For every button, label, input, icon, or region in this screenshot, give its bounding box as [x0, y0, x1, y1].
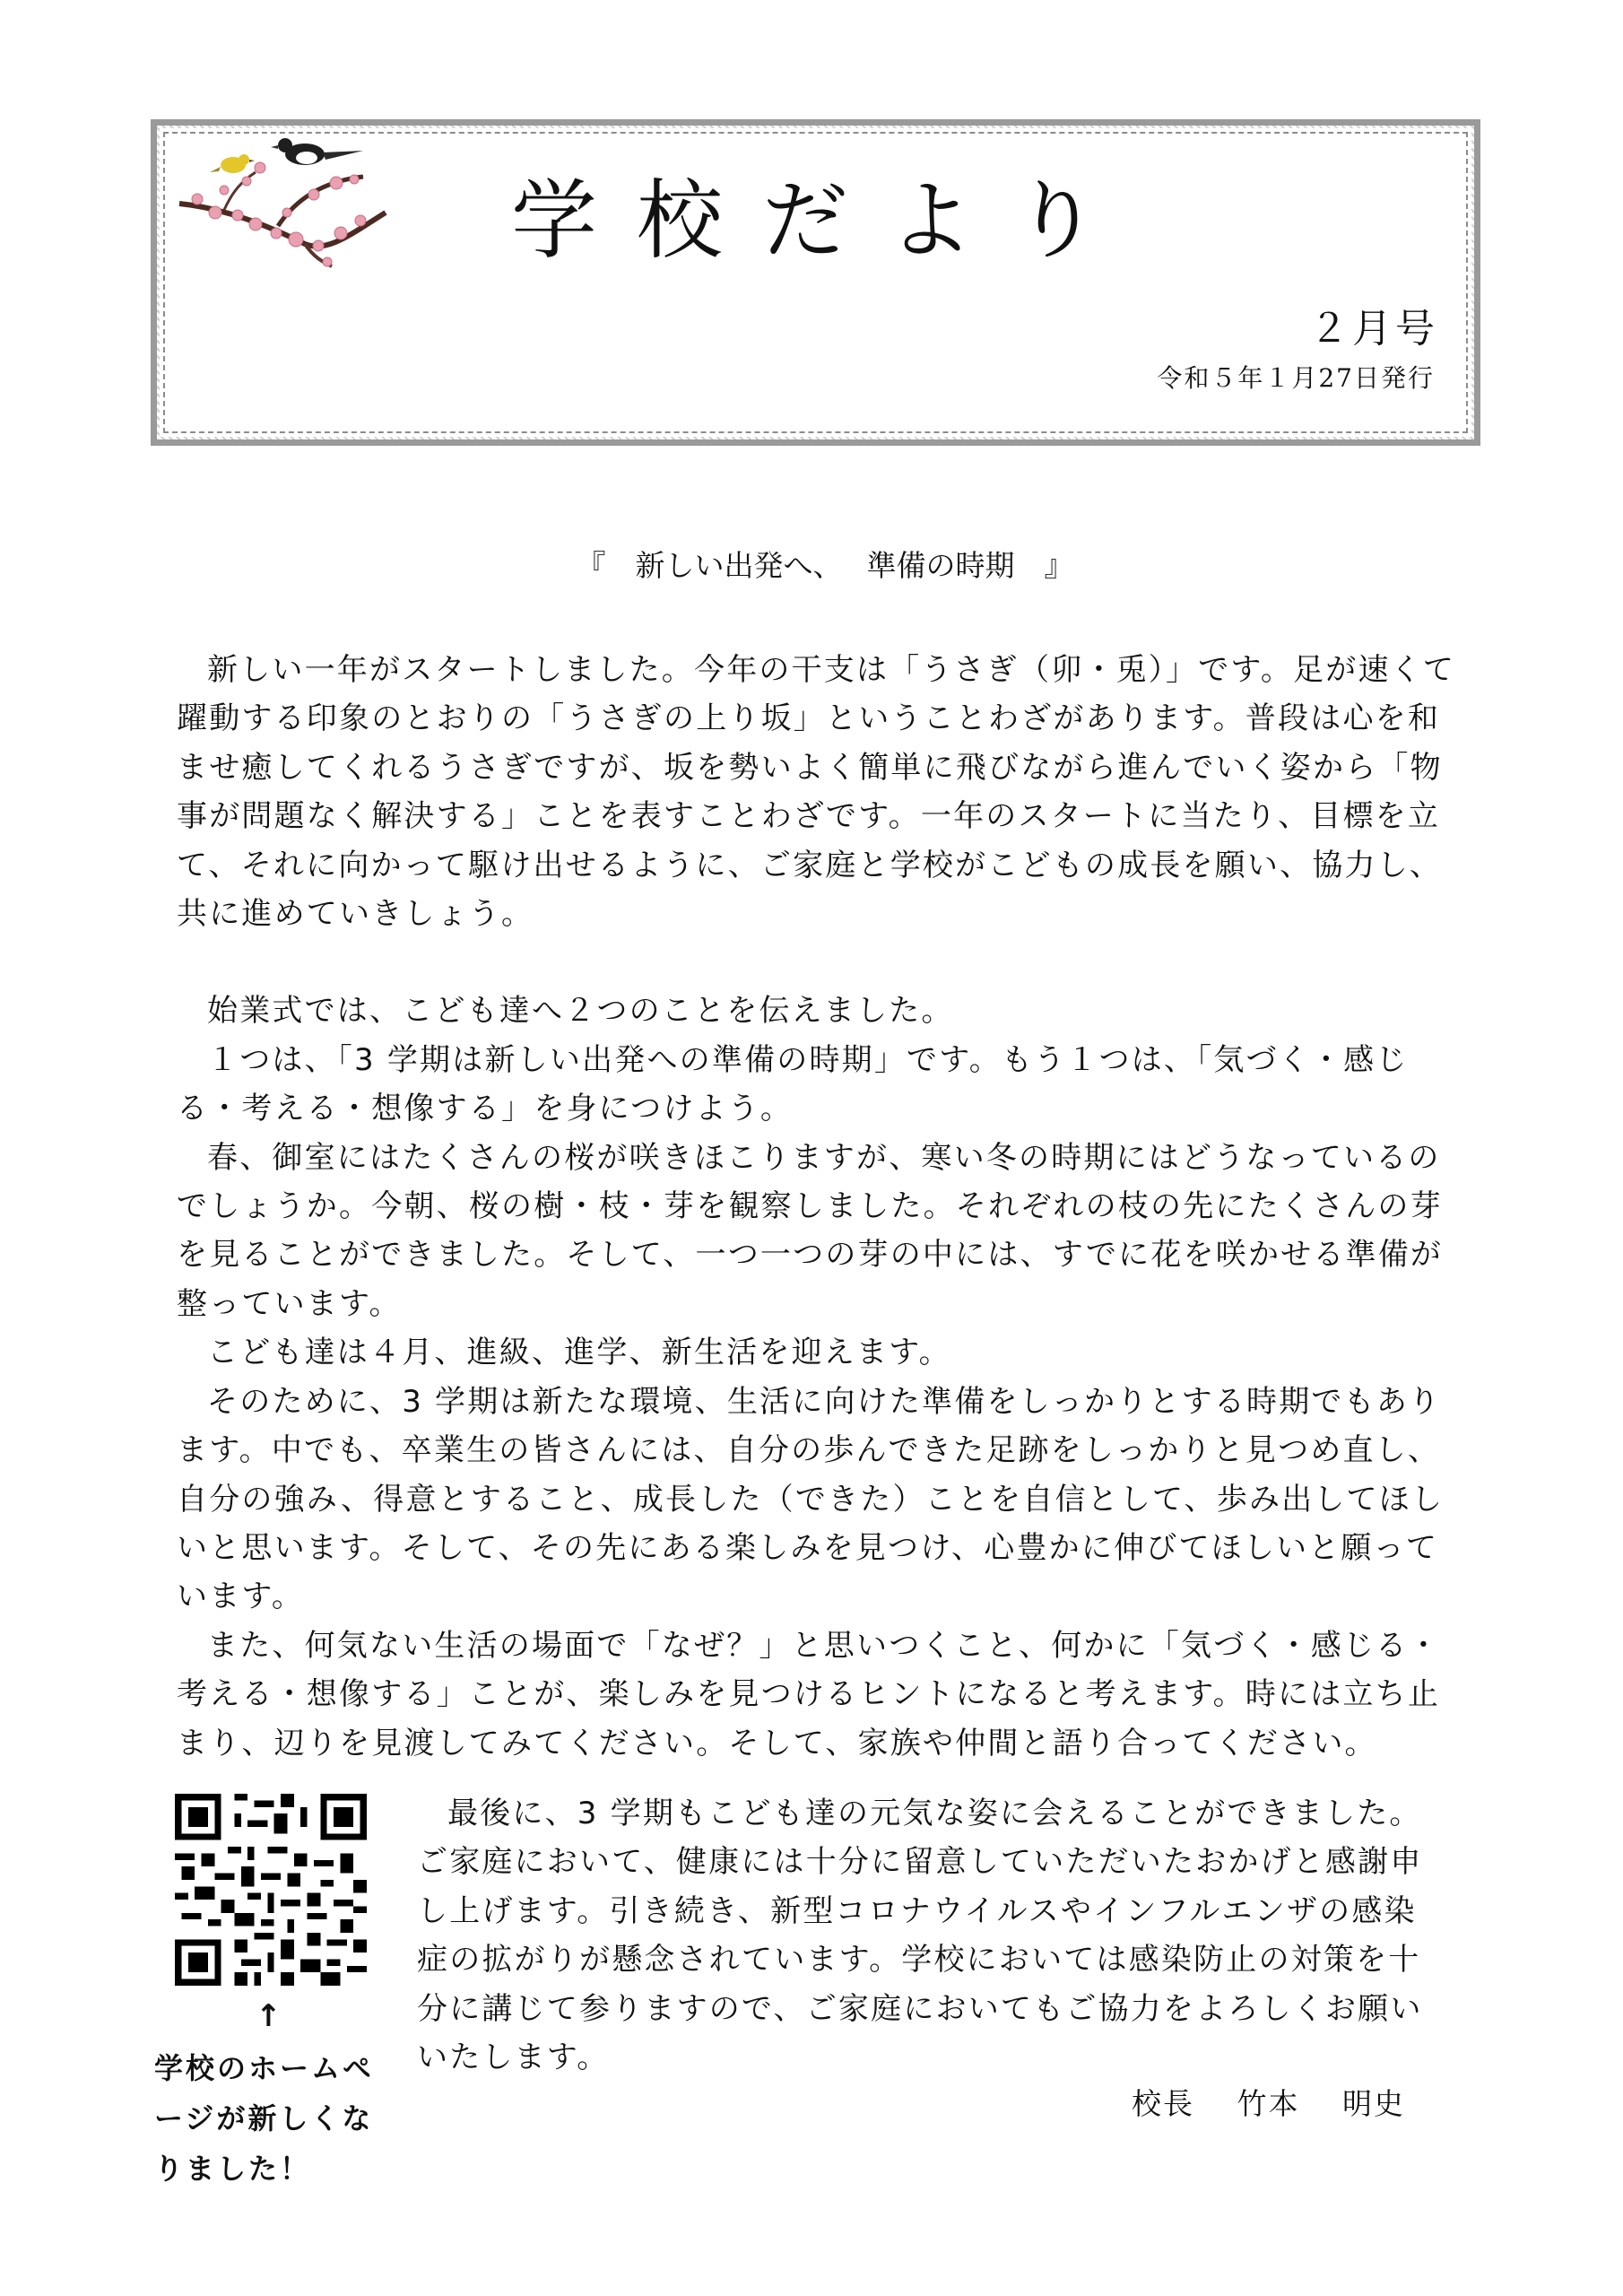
paragraph: そのために、3 学期は新たな環境、生活に向けた準備をしっかりとする時期でもあります。中でも、卒業生の皆さんには、自分の歩んできた足跡をしっかりと見つめ直し、自分の強み、得意とすること、成長した（できた）ことを自信として、歩み出してほしいと思います。そして、その先にある楽しみを見つけ、心豊かに伸びてほしいと願っています。: [177, 1383, 1445, 1615]
yellow-bird-icon: [210, 154, 255, 173]
paragraph: 最後に、3 学期もこども達の元気な姿に会えることができました。ご家庭において、健康には十分に留意していただいたおかげと感謝申し上げます。引き続き、新型コロナウイルスやインフルエンザの感染症の拡がりが懸念されています。学校においては感染防止の対策を十分に講じて参りますので、ご家庭においてもご協力をよろしくお願いいたします。: [417, 1796, 1423, 2076]
qr-caption: 学校のホームページが新しくなりました！: [154, 2051, 375, 2186]
plum-blossom-illustration: [170, 127, 395, 271]
principal-signature: 校長 竹本 明史: [1132, 2086, 1405, 2121]
article-heading: 『 新しい出発へ、 準備の時期 』: [576, 548, 1074, 583]
closing-message: [417, 1789, 1439, 2082]
newsletter-title: 学校だより: [511, 170, 1139, 271]
homepage-qr-code[interactable]: [175, 1794, 367, 1986]
paragraph: 始業式では、こども達へ２つのことを伝えました。: [207, 993, 954, 1030]
article-body: [177, 646, 1468, 1768]
paragraph: こども達は４月、進級、進学、新生活を迎えます。: [207, 1335, 951, 1371]
paragraph: また、何気ない生活の場面で「なぜ？」と思いつくこと、何かに「気づく・感じる・考える・想像する」ことが、楽しみを見つけるヒントになると考えます。時には立ち止まり、辺りを見渡してみてください。そして、家族や仲間と語り合ってください。: [177, 1627, 1441, 1761]
paragraph: １つは、「3 学期は新しい出発への準備の時期」です。もう１つは、「気づく・感じる・考える・想像する」を身につけよう。: [177, 1041, 1409, 1127]
arrow-up-icon: ↑: [256, 1998, 282, 2034]
paragraph: 春、御室にはたくさんの桜が咲きほこりますが、寒い冬の時期にはどうなっているのでしょうか。今朝、桜の樹・枝・芽を観察しました。それぞれの枝の先にたくさんの芽を見ることができました。そして、一つ一つの芽の中には、すでに花を咲かせる準備が整っています。: [177, 1139, 1444, 1322]
paragraph: 新しい一年がスタートしました。今年の干支は「うさぎ（卯・兎）」です。足が速くて躍動する印象のとおりの「うさぎの上り坂」ということわざがあります。普段は心を和ませ癒してくれるうさぎですが、坂を勢いよく簡単に飛びながら進んでいく姿から「物事が問題なく解決する」ことを表すことわざです。一年のスタートに当たり、目標を立て、それに向かって駆け出せるように、ご家庭と学校がこどもの成長を願い、協力し、共に進めていきしょう。: [177, 652, 1456, 933]
issue-label: ２月号: [1309, 306, 1438, 352]
magpie-bird-icon: [271, 138, 363, 165]
issue-date: 令和５年１月27日発行: [1157, 363, 1435, 393]
